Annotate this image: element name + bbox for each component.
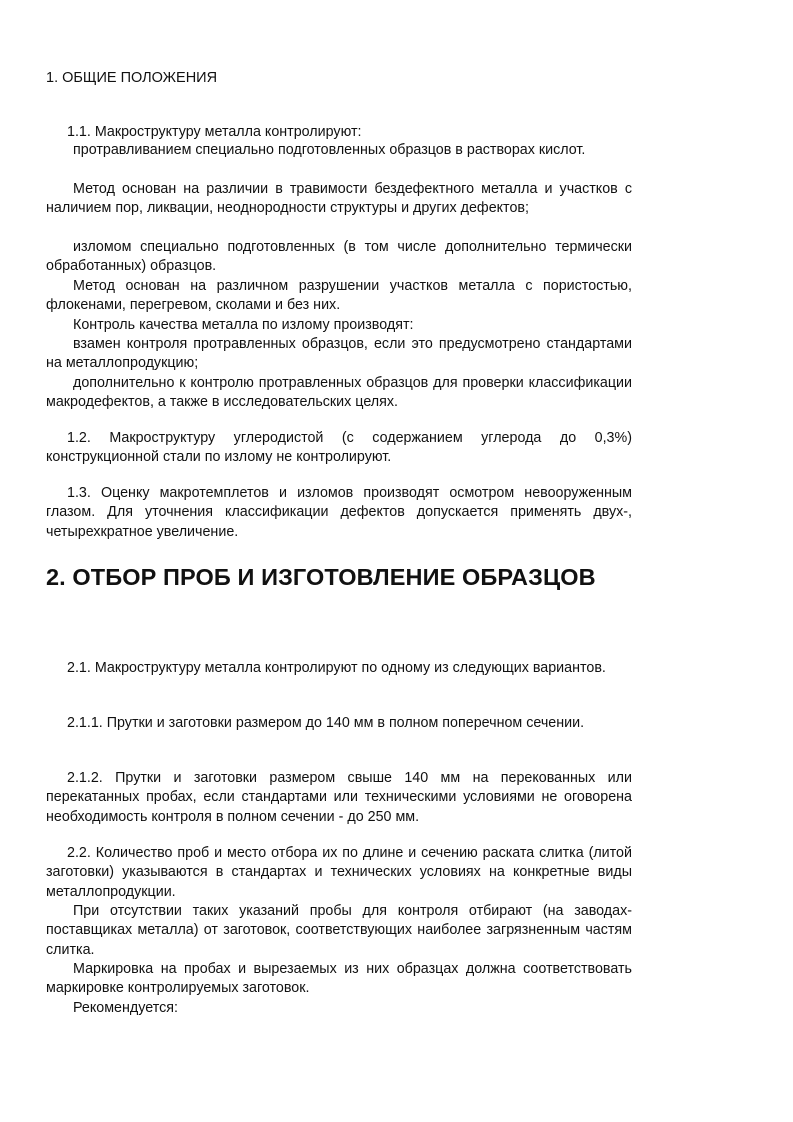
- paragraph-fracture: изломом специально подготовленных (в том числе дополнительно термически обработанных) образцов.: [46, 239, 632, 275]
- paragraph-1-3: 1.3. Оценку макротемплетов и изломов производят осмотром невооруженным глазом. Для уточнения классификации дефектов допускается применять двух-, четырехкратное увеличение.: [46, 485, 632, 540]
- paragraph-control-intro: Контроль качества металла по излому производят:: [73, 317, 414, 333]
- paragraph-etching: протравливанием специально подготовленных образцов в растворах кислот.: [73, 142, 586, 158]
- paragraph-2-2: 2.2. Количество проб и место отбора их по длине и сечению раската слитка (литой заготовки) указываются в стандартах и технических условиях на конкретные виды металлопродукции.: [46, 845, 632, 900]
- paragraph-control-additional: дополнительно к контролю протравленных образцов для проверки классификации макродефектов, а также в исследовательских целях.: [46, 375, 632, 411]
- paragraph-1-2: 1.2. Макроструктуру углеродистой (с содержанием углерода до 0,3%) конструкционной стали по излому не контролируют.: [46, 430, 632, 466]
- paragraph-2-1-1: 2.1.1. Прутки и заготовки размером до 140 мм в полном поперечном сечении.: [67, 715, 585, 731]
- paragraph-1-1: 1.1. Макроструктуру металла контролируют:: [67, 124, 362, 140]
- paragraph-recommended: Рекомендуется:: [73, 1000, 178, 1016]
- paragraph-2-1-2: 2.1.2. Прутки и заготовки размером свыше 140 мм на перекованных или перекатанных пробах, если стандартами или техническими условиями не оговорена необходимость контроля в полном сечении - до 250 мм.: [46, 770, 632, 825]
- paragraph-control-instead: взамен контроля протравленных образцов, если это предусмотрено стандартами на металлопродукцию;: [46, 336, 632, 372]
- paragraph-absence: При отсутствии таких указаний пробы для контроля отбирают (на заводах-поставщиках металла) от заготовок, соответствующих наиболее загрязненным частям слитка.: [46, 903, 632, 958]
- section-1-heading: 1. ОБЩИЕ ПОЛОЖЕНИЯ: [46, 70, 218, 86]
- paragraph-2-1: 2.1. Макроструктуру металла контролируют по одному из следующих вариантов.: [67, 660, 606, 676]
- paragraph-fracture-method: Метод основан на различном разрушении участков металла с пористостью, флокенами, перегревом, сколами и без них.: [46, 278, 632, 314]
- paragraph-etching-method: Метод основан на различии в травимости бездефектного металла и участков с наличием пор, ликвации, неоднородности структуры и других дефектов;: [46, 181, 632, 217]
- paragraph-marking: Маркировка на пробах и вырезаемых из них образцах должна соответствовать маркировке контролируемых заготовок.: [46, 961, 632, 997]
- section-2-heading: 2. ОТБОР ПРОБ И ИЗГОТОВЛЕНИЕ ОБРАЗЦОВ: [46, 564, 596, 590]
